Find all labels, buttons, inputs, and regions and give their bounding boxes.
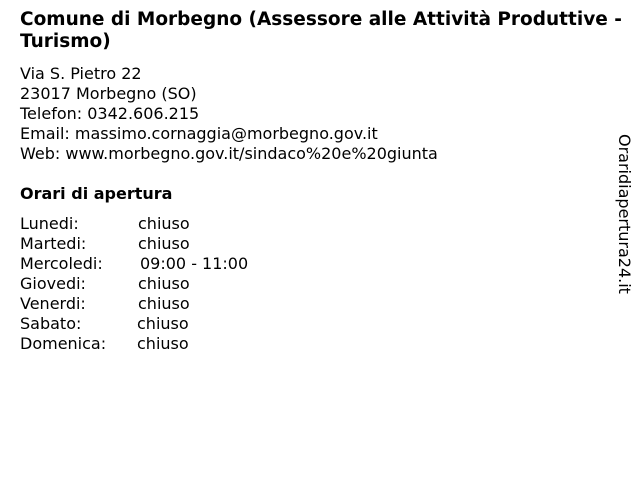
hours-value: chiuso <box>138 234 190 253</box>
site-watermark: Oraridiapertura24.it <box>615 134 634 294</box>
hours-value: chiuso <box>137 314 189 333</box>
day-label: Martedi: <box>20 234 87 253</box>
email-address: Email: massimo.cornaggia@morbegno.gov.it <box>20 124 378 143</box>
street-address: Via S. Pietro 22 <box>20 64 142 83</box>
day-label: Lunedi: <box>20 214 79 233</box>
hours-value: 09:00 - 11:00 <box>140 254 249 273</box>
day-label: Mercoledi: <box>20 254 103 273</box>
day-label: Domenica: <box>20 334 107 353</box>
day-label: Giovedi: <box>20 274 86 293</box>
website-url: Web: www.morbegno.gov.it/sindaco%20e%20giunta <box>20 144 438 163</box>
phone-number: Telefon: 0342.606.215 <box>20 104 200 123</box>
hours-value: chiuso <box>138 274 190 293</box>
hours-value: chiuso <box>137 334 189 353</box>
city-postal: 23017 Morbegno (SO) <box>20 84 197 103</box>
hours-value: chiuso <box>138 214 190 233</box>
address-block <box>20 64 438 164</box>
opening-hours-heading: Orari di apertura <box>20 184 173 203</box>
page-title: Comune di Morbegno (Assessore alle Attività Produttive - Turismo) <box>20 9 622 52</box>
day-label: Sabato: <box>20 314 82 333</box>
day-label: Venerdi: <box>20 294 86 313</box>
hours-value: chiuso <box>138 294 190 313</box>
